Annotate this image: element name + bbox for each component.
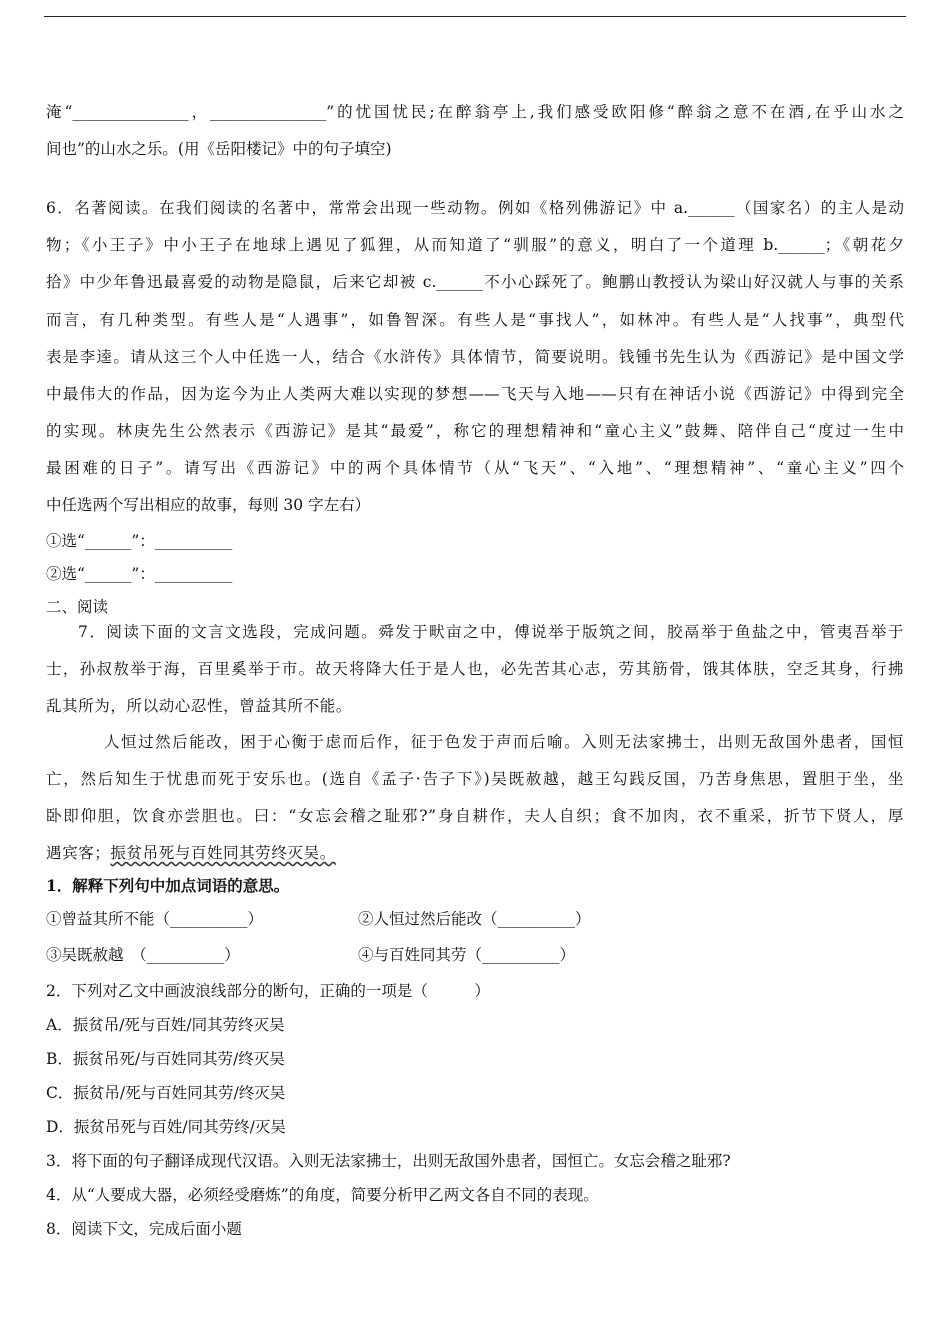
question-6-line: 表是李逵。请从这三个人中任选一人，结合《水浒传》具体情节，简要说明。钱锺书先生认为《西游记》是中国文学 (46, 348, 904, 366)
text-line: 间也”的山水之乐。(用《岳阳楼记》中的句子填空) (46, 140, 392, 158)
blank-item: ④与百姓同其劳（__________） (358, 946, 576, 964)
blank-item: ③吴既赦越 （__________） (46, 946, 240, 964)
question-6-line: 最困难的日子”。请写出《西游记》中的两个具体情节（从“飞天”、“入地”、“理想精神”、“童心主义”四个 (46, 459, 904, 477)
sub-question-1: 1．解释下列句中加点词语的意思。 (46, 876, 290, 895)
sub-question-3: 3．将下面的句子翻译成现代汉语。入则无法家拂士，出则无敌国外患者，国恒亡。女忘会稽之耻邪? (46, 1152, 731, 1170)
option-a: A．振贫吊/死与百姓/同其劳终灭吴 (46, 1016, 285, 1034)
option-d: D．振贫吊死与百姓/同其劳终/灭吴 (46, 1118, 286, 1136)
question-8: 8．阅读下文，完成后面小题 (46, 1220, 242, 1238)
text-line: 淹“_______________，_______________”的忧国忧民;在醉翁亭上,我们感受欧阳修“醉翁之意不在酒,在乎山水之 (46, 103, 904, 121)
question-6-line: 中任选两个写出相应的故事，每则 30 字左右） (46, 496, 371, 514)
passage-line: 人恒过然后能改，困于心衡于虑而后作，征于色发于声而后喻。入则无法家拂士，出则无敌国外患者，国恒 (104, 733, 904, 751)
option-b: B．振贫吊死/与百姓同其劳/终灭吴 (46, 1050, 285, 1068)
question-6-line: 中最伟大的作品，因为迄今为止人类两大难以实现的梦想——飞天与入地——只有在神话小说《西游记》中得到完全 (46, 385, 904, 403)
option-c: C．振贫吊/死与百姓同其劳/终灭吴 (46, 1084, 286, 1102)
question-6-line: 的实现。林庚先生公然表示《西游记》是其“最爱”，称它的理想精神和“童心主义”鼓舞、陪伴自己“度过一生中 (46, 422, 904, 440)
section-heading: 二、阅读 (46, 598, 109, 616)
question-7-line: 7．阅读下面的文言文选段，完成问题。舜发于畎亩之中，傅说举于版筑之间，胶鬲举于鱼盐之中，管夷吾举于 (78, 623, 904, 641)
passage-line (46, 842, 336, 864)
passage-line: 士，孙叔敖举于海，百里奚举于市。故天将降大任于是人也，必先苦其心志，劳其筋骨，饿其体肤，空乏其身，行拂 (46, 660, 904, 678)
question-6-line: 而言，有几种类型。有些人是“人遇事”，如鲁智深。有些人是“事找人”，如林冲。有些人是“人找事”，典型代 (46, 311, 904, 329)
passage-line: 乱其所为，所以动心忍性，曾益其所不能。 (46, 697, 352, 715)
question-6-line: 拾》中少年鲁迅最喜爱的动物是隐鼠，后来它却被 c.______不小心踩死了。鲍鹏山教授认为梁山好汉就人与事的关系 (46, 273, 904, 291)
answer-line-1: ①选“______”：__________ (46, 532, 233, 550)
passage-line: 卧即仰胆，饮食亦尝胆也。曰：“女忘会稽之耻邪?”身自耕作，夫人自织；食不加肉，衣不重采，折节下贤人，厚 (46, 807, 904, 825)
blank-item: ②人恒过然后能改（__________） (358, 910, 591, 928)
answer-line-2: ②选“______”：__________ (46, 565, 233, 583)
blank-item: ①曾益其所不能（__________） (46, 910, 264, 928)
question-6-line: 6．名著阅读。在我们阅读的名著中，常常会出现一些动物。例如《格列佛游记》中 a.______（国家名）的主人是动 (46, 199, 904, 217)
passage-line: 亡，然后知生于忧患而死于安乐也。(选自《孟子·告子下》)吴既赦越，越王勾践反国，乃苦身焦思，置胆于坐，坐 (46, 770, 904, 788)
top-rule (44, 16, 906, 17)
sub-question-2: 2．下列对乙文中画波浪线部分的断句，正确的一项是（ ） (46, 982, 490, 1000)
wavy-underlined-text: 振贫吊死与百姓同其劳终灭吴。 (110, 844, 336, 862)
passage-text: 遇宾客； (46, 844, 111, 862)
sub-question-4: 4．从“人要成大器，必须经受磨炼”的角度，简要分析甲乙两文各自不同的表现。 (46, 1186, 599, 1204)
question-6-line: 物；《小王子》中小王子在地球上遇见了狐狸，从而知道了“驯服”的意义，明白了一个道理 b.______；《朝花夕 (46, 236, 904, 254)
